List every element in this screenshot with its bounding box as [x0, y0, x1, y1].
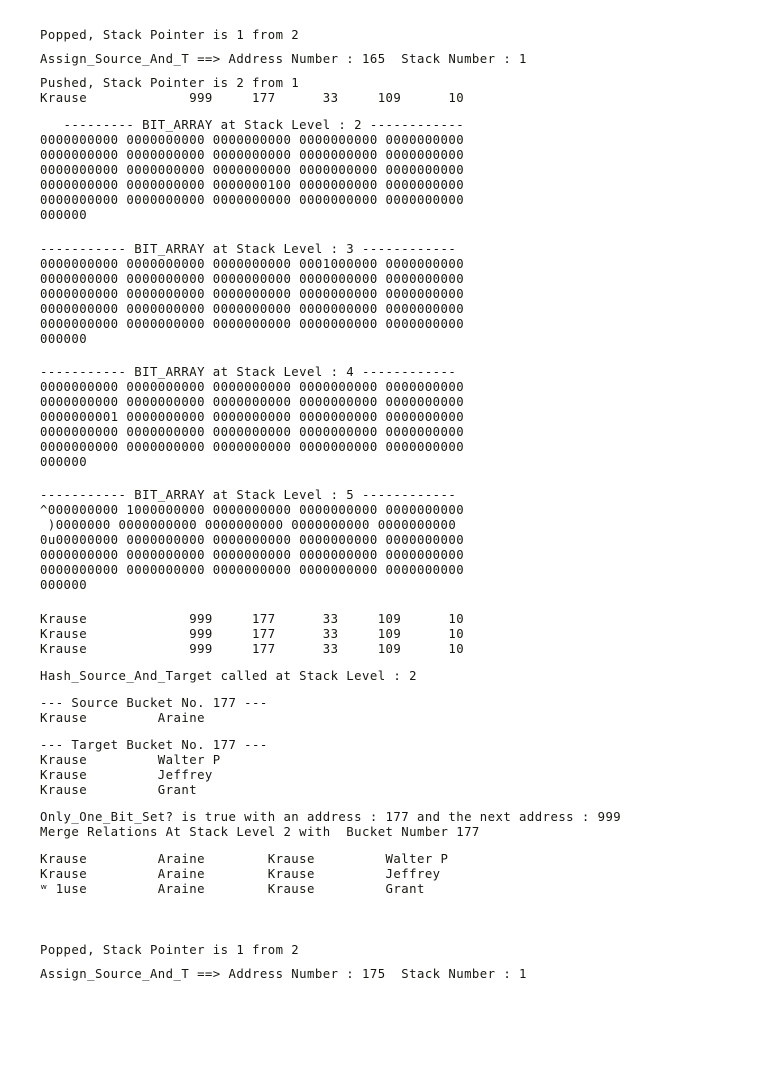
spacer: [40, 470, 760, 488]
bit-array-row: 0000000000 0000000000 0000000000 0000000000 0000000000: [40, 379, 465, 394]
bit-array-header: --------- BIT_ARRAY at Stack Level : 2 ------------: [40, 118, 465, 133]
record-row: Krause 999 177 33 109 10: [40, 91, 465, 106]
bit-array-row: ^000000000 1000000000 0000000000 0000000000 0000000000: [40, 503, 465, 518]
record-row: Krause 999 177 33 109 10: [40, 611, 465, 626]
output-line: Assign_Source_And_T ==> Address Number : 175 Stack Number : 1: [40, 967, 527, 982]
spacer: [40, 657, 760, 669]
spacer: [40, 347, 760, 365]
bit-array-row: 000000: [40, 455, 88, 470]
bit-array-row: 0000000000 0000000000 0000000000 0000000000 0000000000: [40, 301, 465, 316]
bit-array-row: 0000000000 0000000000 0000000000 0000000000 0000000000: [40, 148, 465, 163]
output-line: Popped, Stack Pointer is 1 from 2: [40, 28, 300, 42]
merge-row: Krause Araine Krause Jeffrey: [40, 867, 441, 882]
block-hash-call: [40, 669, 760, 684]
merge-row: Krause Araine Krause Walter P: [40, 852, 449, 867]
spacer: [40, 840, 760, 852]
block-only-one-bit: [40, 810, 760, 840]
block-target-bucket: [40, 738, 760, 798]
bit-array-row: 0000000000 0000000000 0000000000 0001000000 0000000000: [40, 256, 465, 271]
output-line: Merge Relations At Stack Level 2 with Bucket Number 177: [40, 825, 480, 840]
block-pushed-1: [40, 76, 760, 106]
bucket-row: Krause Araine: [40, 710, 205, 725]
record-row: Krause 999 177 33 109 10: [40, 641, 465, 656]
bit-array-row: 0000000000 0000000000 0000000000 0000000000 0000000000: [40, 548, 465, 563]
bit-array-row: 0000000000 0000000000 0000000000 0000000000 0000000000: [40, 286, 465, 301]
spacer: [40, 897, 760, 925]
bit-array-row: )0000000 0000000000 0000000000 0000000000 0000000000: [40, 518, 457, 533]
bit-array-row: 0000000000 0000000000 0000000000 0000000000 0000000000: [40, 163, 465, 178]
output-line: Hash_Source_And_Target called at Stack Level : 2: [40, 668, 417, 683]
bit-array-row: 0000000000 0000000000 0000000000 0000000000 0000000000: [40, 394, 465, 409]
block-source-bucket: [40, 696, 760, 726]
output-line: Only_One_Bit_Set? is true with an address : 177 and the next address : 999: [40, 809, 622, 824]
bucket-row: Krause Walter P: [40, 752, 221, 767]
bucket-row: Krause Jeffrey: [40, 767, 213, 782]
bit-array-row: 000000: [40, 208, 88, 223]
block-popped-2: [40, 943, 760, 958]
record-row: Krause 999 177 33 109 10: [40, 626, 465, 641]
bit-array-header: ----------- BIT_ARRAY at Stack Level : 3 ------------: [40, 241, 457, 256]
bucket-header: --- Target Bucket No. 177 ---: [40, 737, 268, 752]
bucket-header: --- Source Bucket No. 177 ---: [40, 695, 268, 710]
bit-array-row: 0000000000 0000000000 0000000000 0000000000 0000000000: [40, 316, 465, 331]
block-bit-array-level-3: [40, 242, 760, 347]
output-line: Popped, Stack Pointer is 1 from 2: [40, 943, 300, 958]
spacer: [40, 594, 760, 612]
bit-array-row: 0000000000 0000000000 0000000000 0000000000 0000000000: [40, 193, 465, 208]
spacer: [40, 798, 760, 810]
bit-array-row: 0000000000 0000000000 0000000100 0000000000 0000000000: [40, 178, 465, 193]
block-bit-array-level-2: [40, 118, 760, 223]
spacer: [40, 958, 760, 967]
bit-array-row: 0000000000 0000000000 0000000000 0000000000 0000000000: [40, 425, 465, 440]
block-merge-table: [40, 852, 760, 897]
bit-array-row: 0000000000 0000000000 0000000000 0000000000 0000000000: [40, 271, 465, 286]
bit-array-row: 0u00000000 0000000000 0000000000 0000000000 0000000000: [40, 533, 465, 548]
bit-array-row: 000000: [40, 578, 88, 593]
merge-row: ʷ 1use Araine Krause Grant: [40, 882, 425, 897]
block-popped-1: [40, 28, 760, 43]
spacer: [40, 925, 760, 943]
bit-array-header: ----------- BIT_ARRAY at Stack Level : 4 ------------: [40, 364, 457, 379]
block-bit-array-level-5: [40, 488, 760, 593]
bit-array-row: 0000000000 0000000000 0000000000 0000000000 0000000000: [40, 440, 465, 455]
spacer: [40, 726, 760, 738]
output-line: Pushed, Stack Pointer is 2 from 1: [40, 76, 300, 91]
block-krause-records: [40, 612, 760, 657]
bucket-row: Krause Grant: [40, 782, 198, 797]
output-line: Assign_Source_And_T ==> Address Number : 165 Stack Number : 1: [40, 52, 527, 67]
spacer: [40, 684, 760, 696]
spacer: [40, 106, 760, 118]
spacer: [40, 43, 760, 52]
block-bit-array-level-4: [40, 365, 760, 470]
block-assign-2: [40, 967, 760, 982]
bit-array-header: ----------- BIT_ARRAY at Stack Level : 5 ------------: [40, 488, 457, 503]
spacer: [40, 67, 760, 76]
bit-array-row: 0000000000 0000000000 0000000000 0000000000 0000000000: [40, 563, 465, 578]
spacer: [40, 224, 760, 242]
block-assign-1: [40, 52, 760, 67]
bit-array-row: 0000000001 0000000000 0000000000 0000000000 0000000000: [40, 409, 465, 424]
bit-array-row: 000000: [40, 331, 88, 346]
bit-array-row: 0000000000 0000000000 0000000000 0000000000 0000000000: [40, 133, 465, 148]
